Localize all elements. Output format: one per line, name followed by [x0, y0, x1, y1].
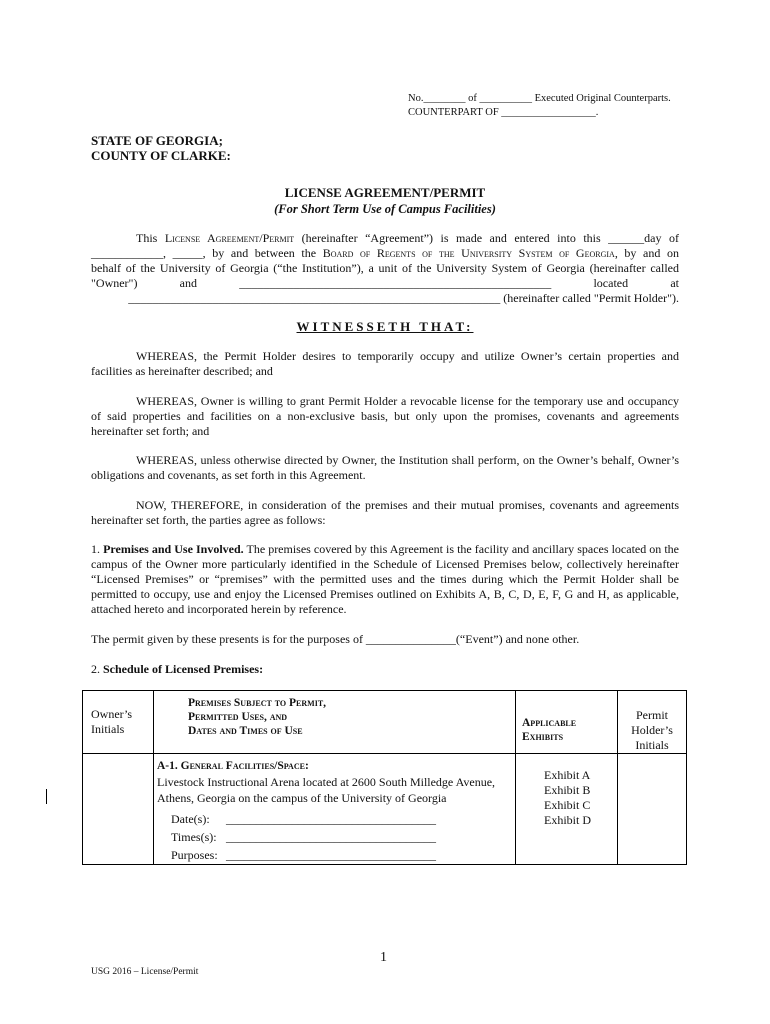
purposes-label: Purposes:	[171, 848, 218, 862]
intro-line-5: ______________________________________________________________ (hereinafter called "Permit Holder").	[128, 291, 679, 305]
exhibit-b: Exhibit B	[544, 783, 591, 797]
general-facilities-heading: A-1. General Facilities/Space:	[157, 760, 309, 772]
text-cursor	[46, 789, 47, 804]
exhibits-header-line-1: Applicable	[522, 717, 577, 729]
intro-text-a: This	[136, 231, 165, 245]
intro-line-1	[91, 231, 679, 246]
board-name: Board of Regents of the University System of Georgia	[322, 246, 615, 260]
page-number: 1	[380, 950, 387, 965]
facility-description-line-1: Livestock Instructional Arena located at 2600 South Milledge Avenue,	[157, 775, 496, 789]
permit-purpose-line: The permit given by these presents is for the purposes of _______________(“Event”) and none other.	[91, 632, 580, 646]
whereas-paragraph-3: WHEREAS, unless otherwise directed by Owner, the Institution shall perform, on the Owner’s behalf, Owner’s obligations and covenants, as set forth in this Agreement.	[91, 453, 679, 482]
owners-header-line-1: Owner’s	[91, 707, 133, 721]
times-field[interactable]	[171, 828, 515, 846]
section-1-heading: Premises and Use Involved.	[103, 542, 244, 556]
schedule-table	[82, 690, 687, 865]
section-2-number: 2.	[91, 662, 103, 676]
section-1-text: The premises covered by this Agreement is the facility and ancillary spaces located on the campus of the Owner more particularly identified in the Schedule of Licensed Premises below, collectively hereinafter “Licensed Premises” or “premises” with the permitted uses and the times during which the Permit Holder shall be permitted to occupy, use and enjoy the Licensed Premises outlined on Exhibits A, B, C, D, E, F, G and H, as applicable, attached hereto and incorporated herein by reference.	[91, 542, 680, 616]
witnesseth-heading: WITNESSETH THAT:	[296, 319, 474, 334]
intro-line-3: behalf of the University of Georgia (“the Institution”), a unit of the University System of Georgia (hereinafter called	[91, 261, 679, 275]
holders-initials-cell[interactable]	[618, 754, 687, 865]
exhibit-d: Exhibit D	[544, 813, 591, 827]
counterpart-line-1: No.________ of __________ Executed Original Counterparts.	[408, 93, 671, 104]
times-label: Times(s):	[171, 830, 217, 844]
intro-text-b: (hereinafter “Agreement”) is made and entered into this ______day of	[294, 231, 679, 245]
exhibit-a: Exhibit A	[544, 768, 591, 782]
dates-blank: ___________________________________	[226, 812, 436, 826]
whereas-paragraph-2: WHEREAS, Owner is willing to grant Permit Holder a revocable license for the temporary use and occupancy of said properties and facilities on a non-exclusive basis, but only upon the promises, covenants and agreements hereinafter set forth; and	[91, 394, 679, 438]
premises-header-line-3: Dates and Times of Use	[188, 725, 303, 737]
times-blank: ___________________________________	[226, 830, 436, 844]
now-therefore-paragraph: NOW, THEREFORE, in consideration of the premises and their mutual promises, covenants and agreements hereinafter set forth, the parties agree as follows:	[91, 498, 679, 527]
county-line: COUNTY OF CLARKE:	[91, 148, 231, 163]
premises-header-line-2: Permitted Uses, and	[188, 711, 288, 723]
premises-header-line-1: Premises Subject to Permit,	[188, 697, 327, 709]
owners-header-line-2: Initials	[91, 722, 125, 736]
counterpart-block	[408, 92, 671, 120]
owners-initials-cell[interactable]	[83, 754, 154, 865]
intro-paragraph	[91, 231, 679, 306]
purposes-field[interactable]	[171, 846, 515, 864]
exhibits-cell	[516, 754, 618, 865]
page-footer: USG 2016 – License/Permit	[91, 967, 199, 977]
state-county-block	[91, 133, 231, 163]
intro-line-2	[91, 246, 679, 261]
document-subtitle: (For Short Term Use of Campus Facilities)	[274, 202, 496, 216]
dates-label: Date(s):	[171, 812, 210, 826]
exhibits-header-line-2: Exhibits	[522, 731, 564, 743]
holders-header-line-3: Initials	[635, 738, 669, 752]
facility-description-line-2: Athens, Georgia on the campus of the University of Georgia	[157, 791, 447, 805]
dates-field[interactable]	[171, 810, 515, 828]
section-2-heading-line	[91, 662, 679, 677]
owners-initials-header	[83, 691, 154, 754]
whereas-paragraph-1: WHEREAS, the Permit Holder desires to temporarily occupy and utilize Owner’s certain properties and facilities as hereinafter described; and	[91, 349, 679, 378]
exhibits-header	[516, 691, 618, 754]
section-2-heading: Schedule of Licensed Premises:	[103, 662, 264, 676]
schedule-row-a1	[83, 754, 687, 865]
schedule-header-row	[83, 691, 687, 754]
intro-text-d: , by and on	[614, 246, 680, 260]
exhibit-c: Exhibit C	[544, 798, 591, 812]
purposes-blank: ___________________________________	[226, 848, 436, 862]
holders-initials-header	[618, 691, 687, 754]
intro-text-c: ____________, _____, by and between the	[91, 246, 323, 260]
section-1-paragraph	[91, 542, 679, 617]
holders-header-line-1: Permit	[636, 708, 668, 722]
section-1-number: 1.	[91, 542, 104, 556]
premises-cell	[154, 754, 516, 865]
agreement-name: License Agreement/Permit	[164, 231, 295, 245]
holders-header-line-2: Holder’s	[631, 723, 673, 737]
premises-header	[154, 691, 516, 754]
counterpart-line-2: COUNTERPART OF __________________.	[408, 107, 599, 118]
document-title: LICENSE AGREEMENT/PERMIT	[284, 185, 486, 200]
state-line: STATE OF GEORGIA;	[91, 133, 223, 148]
intro-line-4: "Owner") and ____________________________________________________ located at	[91, 276, 679, 290]
